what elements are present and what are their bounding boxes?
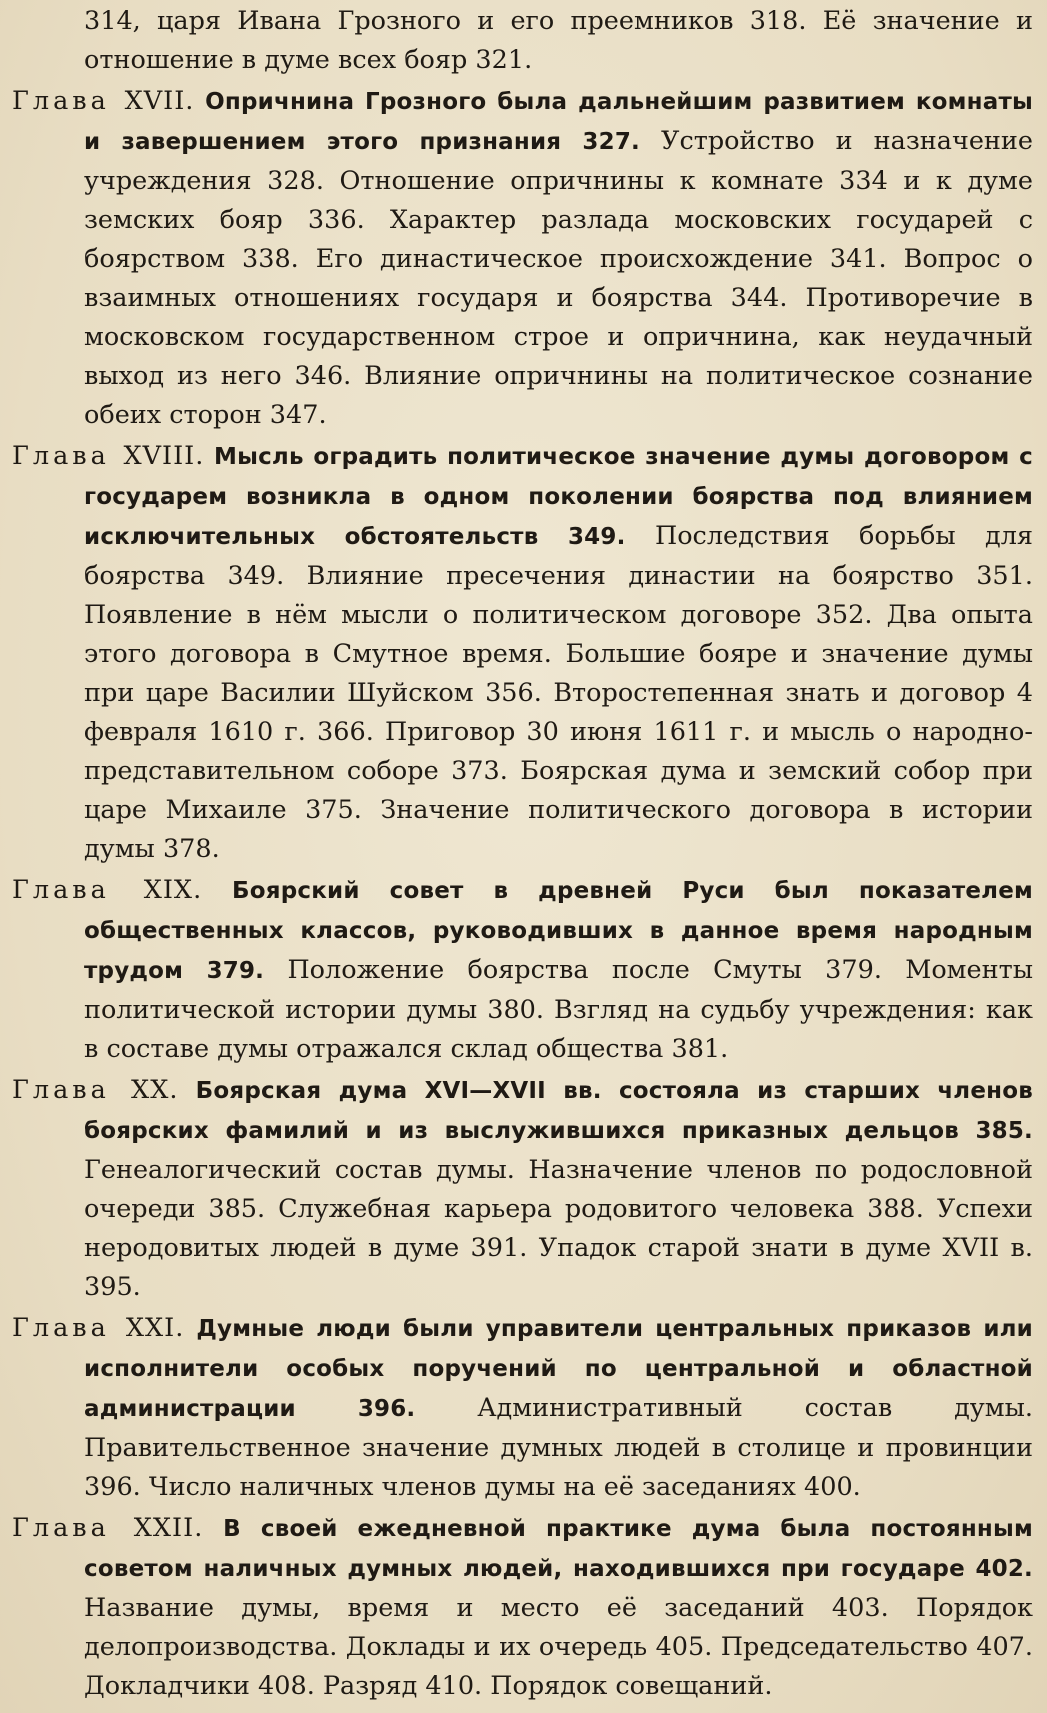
chapter-thesis: В своей ежедневной практике дума была постоянным советом наличных думных людей, находившихся при государе 402.	[84, 1516, 1033, 1582]
chapter-heading	[12, 875, 202, 905]
chapter-heading	[12, 86, 194, 116]
chapter-summary: Название думы, время и место её заседаний 403. Порядок делопроизводства. Доклады и их очередь 405. Председательство 407. Докладчики 408. Разряд 410. Порядок совещаний.	[84, 1593, 1033, 1701]
chapter-number: XVII.	[124, 86, 195, 116]
chapter-number: XXII.	[133, 1513, 204, 1543]
chapter-label: Глава	[12, 1313, 110, 1343]
chapter-heading	[12, 441, 204, 471]
chapter-20	[6, 1071, 1033, 1307]
chapter-number: XX.	[131, 1075, 179, 1105]
chapter-17	[6, 82, 1033, 435]
chapter-thesis: Мысль оградить политическое значение думы договором с государем возникла в одном поколении боярства под влиянием исключительных обстоятельств 349.	[84, 444, 1034, 550]
chapter-thesis: Боярская дума XVI—XVII вв. состояла из старших членов боярских фамилий и из выслужившихся приказных дельцов 385.	[84, 1078, 1033, 1144]
chapter-label: Глава	[12, 875, 110, 905]
chapter-label: Глава	[12, 86, 110, 116]
chapter-19	[6, 871, 1033, 1069]
chapter-summary: Положение боярства после Смуты 379. Моменты политической истории думы 380. Взгляд на судьбу учреждения: как в составе думы отражался склад общества 381.	[84, 955, 1034, 1064]
chapter-heading	[12, 1075, 178, 1105]
chapter-heading	[12, 1513, 203, 1543]
chapter-summary: Административный состав думы. Правительственное значение думных людей в столице и провинции 396. Число наличных членов думы на её заседаниях 400.	[84, 1393, 1034, 1502]
chapter-21	[6, 1309, 1033, 1507]
lead-paragraph: 314, царя Ивана Грозного и его преемников 318. Её значение и отношение в думе всех бояр 321.	[84, 6, 1033, 75]
chapter-number: XXI.	[125, 1313, 185, 1343]
chapter-summary: Генеалогический состав думы. Назначение членов по родословной очереди 385. Служебная карьера родовитого человека 388. Успехи неродовитых людей в думе 391. Упадок старой знати в думе XVII в. 395.	[84, 1155, 1033, 1302]
chapter-18	[6, 437, 1033, 869]
chapter-label: Глава	[12, 441, 110, 471]
chapter-number: XVIII.	[123, 441, 205, 471]
chapter-label: Глава	[12, 1513, 110, 1543]
chapter-summary: Устройство и назначение учреждения 328. Отношение опричнины к комнате 334 и к думе земских бояр 336. Характер разлада московских государей с боярством 338. Его династическое происхождение 341. Вопрос о взаимных отношениях государя и боярства 344. Противоречие в московском государственном строе и опричнина, как неудачный выход из него 346. Влияние опричнины на политическое сознание обеих сторон 347.	[84, 126, 1034, 430]
chapter-22	[6, 1509, 1033, 1706]
chapter-heading	[12, 1313, 184, 1343]
chapter-thesis: Думные люди были управители центральных приказов или исполнители особых поручений по центральной и областной администрации 396.	[84, 1316, 1034, 1422]
chapter-thesis: Опричнина Грозного была дальнейшим развитием комнаты и завершением этого признания 327.	[84, 89, 1033, 155]
chapter-summary: Последствия борьбы для боярства 349. Влияние пресечения династии на боярство 351. Появление в нём мысли о политическом договоре 352. Два опыта этого договора в Смутное время. Большие бояре и значение думы при царе Василии Шуйском 356. Второстепенная знать и договор 4 февраля 1610 г. 366. Приговор 30 июня 1611 г. и мысль о народно-представительном соборе 373. Боярская дума и земский собор при царе Михаиле 375. Значение политического договора в истории думы 378.	[84, 521, 1034, 864]
chapter-thesis: Боярский совет в древней Руси был показателем общественных классов, руководивших в данное время народным трудом 379.	[84, 878, 1033, 984]
chapter-label: Глава	[12, 1075, 110, 1105]
chapter-number: XIX.	[143, 875, 203, 905]
